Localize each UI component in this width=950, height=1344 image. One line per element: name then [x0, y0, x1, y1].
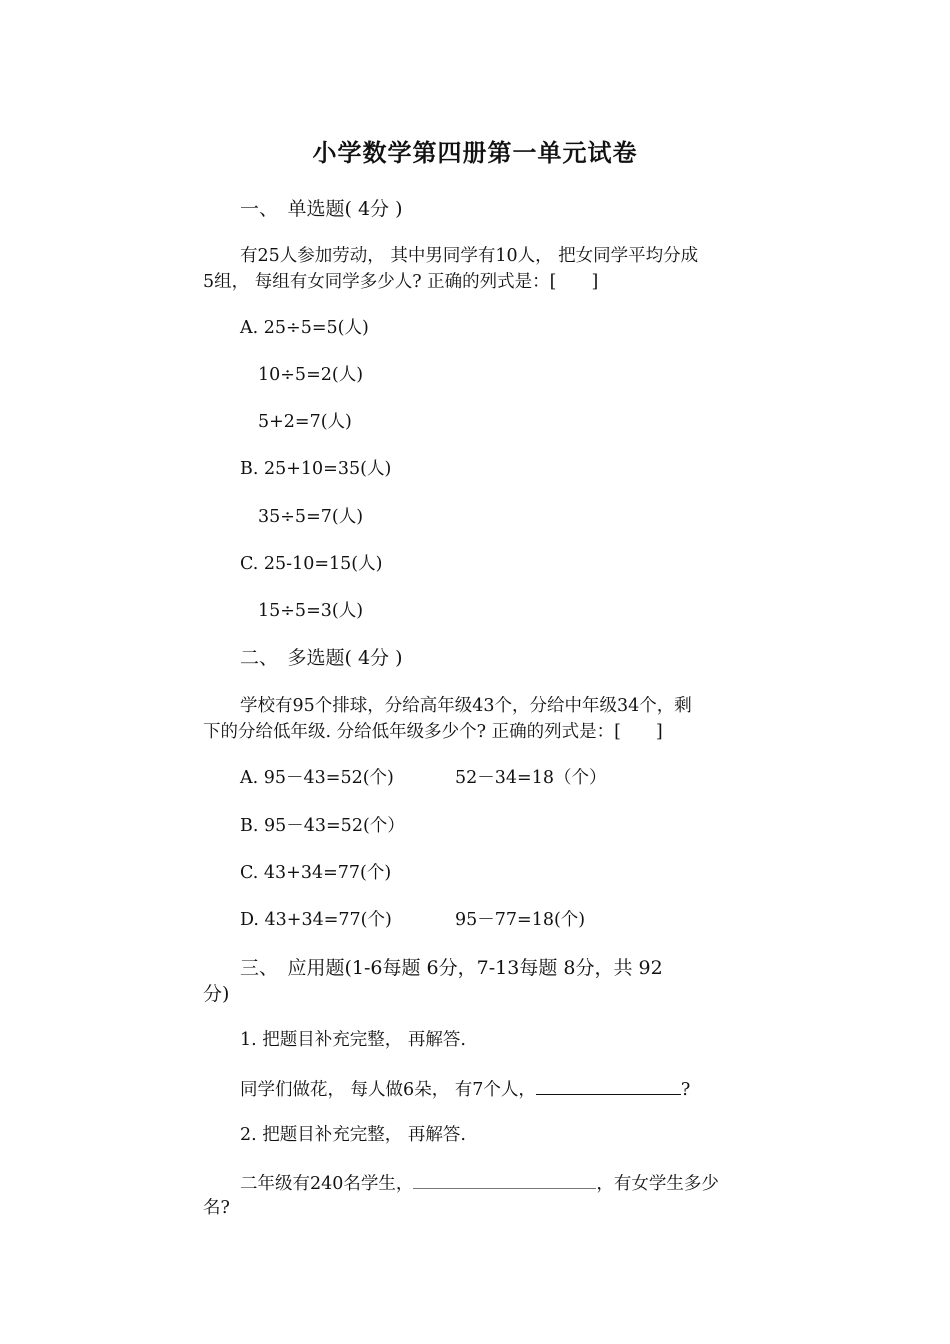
section2-heading: 二、 多选题( 4分 )	[240, 647, 403, 669]
question2-text-start: 二年级有240名学生，	[240, 1174, 414, 1194]
question2-text-end: ，有女学生多少	[596, 1174, 719, 1194]
page-title: 小学数学第四册第一单元试卷	[312, 138, 638, 167]
question1-label: 1. 把题目补充完整， 再解答.	[240, 1030, 466, 1050]
question1-text-line	[240, 1076, 690, 1102]
question2-text-line2: 名?	[203, 1198, 230, 1218]
section1-option-a: A. 25÷5=5(人)	[240, 318, 369, 338]
section1-option-c: C. 25-10=15(人)	[240, 554, 383, 574]
question1-answer-blank[interactable]	[536, 1076, 681, 1095]
section1-question-line2: 5组， 每组有女同学多少人? 正确的列式是：[ ]	[203, 272, 599, 292]
question2-answer-blank[interactable]	[413, 1170, 596, 1189]
section2-question-line2: 下的分给低年级. 分给低年级多少个? 正确的列式是：[ ]	[203, 722, 663, 742]
section2-option-a: A. 95－43=52(个)	[240, 768, 394, 788]
question2-label: 2. 把题目补充完整， 再解答.	[240, 1125, 466, 1145]
section1-option-c-step2: 15÷5=3(人)	[258, 601, 364, 621]
section2-question-line1: 学校有95个排球，分给高年级43个，分给中年级34个，剩	[240, 696, 692, 716]
section2-option-d: D. 43+34=77(个)	[240, 910, 392, 930]
question2-text-line	[240, 1170, 719, 1196]
section2-option-b: B. 95－43=52(个）	[240, 816, 405, 836]
section2-option-c: C. 43+34=77(个)	[240, 863, 392, 883]
section3-heading-line2: 分)	[203, 983, 230, 1005]
section1-heading: 一、 单选题( 4分 )	[240, 198, 403, 220]
section1-option-b: B. 25+10=35(人)	[240, 459, 392, 479]
section2-option-a-step2: 52－34=18（个）	[455, 768, 607, 788]
section1-option-a-step2: 10÷5=2(人)	[258, 365, 364, 385]
section2-option-d-step2: 95－77=18(个)	[455, 910, 586, 930]
section1-question-line1: 有25人参加劳动， 其中男同学有10人， 把女同学平均分成	[240, 246, 699, 266]
question1-text: 同学们做花， 每人做6朵， 有7个人，	[240, 1080, 536, 1100]
section1-option-b-step2: 35÷5=7(人)	[258, 507, 364, 527]
section3-heading-line1: 三、 应用题(1-6每题 6分，7-13每题 8分，共 92	[240, 957, 663, 979]
question1-end: ?	[680, 1080, 691, 1100]
section1-option-a-step3: 5+2=7(人)	[258, 412, 352, 432]
